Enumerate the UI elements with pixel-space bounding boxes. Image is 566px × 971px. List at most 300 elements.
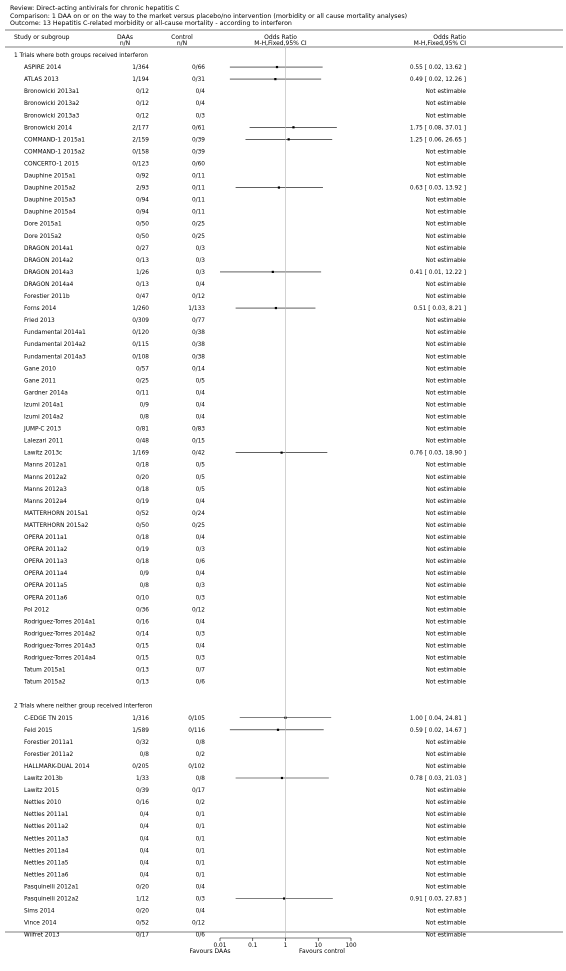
study-name: Nettles 2011a2 [24, 824, 69, 831]
control-events: 0/5 [195, 486, 205, 493]
control-events: 0/15 [191, 438, 205, 445]
control-events: 0/1 [195, 872, 205, 879]
control-events: 0/3 [195, 257, 205, 264]
not-estimable-label: Not estimable [425, 510, 466, 517]
daa-events: 1/12 [135, 896, 149, 903]
daa-events: 0/4 [139, 812, 149, 819]
study-name: Izumi 2014a2 [24, 414, 64, 421]
control-events: 0/4 [195, 643, 205, 650]
not-estimable-label: Not estimable [425, 402, 466, 409]
study-name: MATTERHORN 2015a1 [24, 510, 89, 517]
control-events: 0/31 [191, 77, 205, 84]
control-events: 0/6 [195, 559, 205, 566]
daa-events: 2/177 [132, 125, 149, 132]
control-events: 0/60 [191, 161, 205, 168]
daa-events: 0/18 [135, 462, 149, 469]
control-events: 0/3 [195, 631, 205, 638]
daa-events: 2/93 [135, 185, 149, 192]
not-estimable-label: Not estimable [425, 378, 466, 385]
point-estimate [278, 186, 280, 188]
or-text-method-header: M-H,Fixed,95% CI [413, 40, 466, 47]
study-name: MATTERHORN 2015a2 [24, 522, 89, 529]
not-estimable-label: Not estimable [425, 559, 466, 566]
daa-events: 0/13 [135, 667, 149, 674]
subgroup-heading: 1 Trials where both groups received interferon [14, 53, 148, 59]
daa-events: 0/11 [135, 390, 149, 397]
not-estimable-label: Not estimable [425, 354, 466, 361]
daa-events: 0/27 [135, 245, 149, 252]
control-events: 0/5 [195, 462, 205, 469]
control-events: 0/25 [191, 522, 205, 529]
daa-events: 0/12 [135, 89, 149, 96]
control-unit-header: n/N [176, 40, 188, 47]
control-events: 0/4 [195, 390, 205, 397]
not-estimable-label: Not estimable [425, 318, 466, 325]
study-name: DRAGON 2014a1 [24, 245, 74, 252]
study-name: Manns 2012a4 [24, 498, 67, 505]
study-name: Manns 2012a1 [24, 462, 67, 469]
study-name: OPERA 2011a5 [24, 583, 68, 590]
study-name: OPERA 2011a4 [24, 571, 68, 578]
odds-ratio-ci: 0.55 [ 0.02, 13.62 ] [409, 65, 466, 72]
study-name: Fundamental 2014a1 [24, 330, 86, 337]
daa-events: 0/12 [135, 113, 149, 120]
odds-ratio-ci: 0.41 [ 0.01, 12.22 ] [409, 269, 466, 276]
study-name: Rodriguez-Torres 2014a4 [24, 655, 96, 662]
daa-events: 0/13 [135, 257, 149, 264]
daa-events: 0/50 [135, 233, 149, 240]
not-estimable-label: Not estimable [425, 884, 466, 891]
study-name: Dore 2015a1 [24, 221, 62, 228]
daa-events: 0/158 [132, 149, 149, 156]
point-estimate [288, 138, 290, 140]
daa-events: 0/20 [135, 474, 149, 481]
study-name: Dauphine 2015a3 [24, 197, 76, 204]
not-estimable-label: Not estimable [425, 655, 466, 662]
control-events: 0/17 [191, 788, 205, 795]
odds-ratio-ci: 0.49 [ 0.02, 12.26 ] [409, 77, 466, 84]
daa-events: 0/39 [135, 788, 149, 795]
control-events: 0/11 [191, 209, 205, 216]
daa-events: 0/48 [135, 438, 149, 445]
control-events: 0/1 [195, 860, 205, 867]
control-events: 0/83 [191, 426, 205, 433]
daa-events: 0/81 [135, 426, 149, 433]
not-estimable-label: Not estimable [425, 679, 466, 686]
study-name: C-EDGE TN 2015 [24, 715, 73, 722]
not-estimable-label: Not estimable [425, 486, 466, 493]
control-events: 0/38 [191, 354, 205, 361]
control-events: 0/6 [195, 679, 205, 686]
study-name: Forns 2014 [24, 306, 57, 313]
not-estimable-label: Not estimable [425, 860, 466, 867]
control-events: 0/11 [191, 185, 205, 192]
study-name: Vince 2014 [24, 920, 57, 927]
daa-events: 0/16 [135, 800, 149, 807]
not-estimable-label: Not estimable [425, 281, 466, 288]
point-estimate [272, 271, 274, 273]
control-events: 0/8 [195, 739, 205, 746]
control-events: 0/42 [191, 450, 205, 457]
point-estimate [292, 126, 294, 128]
study-name: OPERA 2011a1 [24, 535, 68, 541]
control-events: 0/3 [195, 583, 205, 590]
not-estimable-label: Not estimable [425, 245, 466, 252]
study-name: Feld 2015 [24, 727, 53, 734]
control-events: 0/1 [195, 848, 205, 855]
point-estimate [280, 452, 282, 454]
x-tick-label: 1 [283, 943, 288, 949]
control-events: 0/39 [191, 137, 205, 144]
not-estimable-label: Not estimable [425, 342, 466, 349]
daa-events: 0/18 [135, 535, 149, 541]
not-estimable-label: Not estimable [425, 788, 466, 795]
control-events: 0/3 [195, 547, 205, 554]
x-tick-label: 0.01 [213, 943, 227, 949]
daa-events: 0/94 [135, 197, 149, 204]
daa-events: 0/14 [135, 631, 149, 638]
study-name: Nettles 2011a6 [24, 872, 69, 879]
study-name: Rodriguez-Torres 2014a3 [24, 643, 96, 650]
control-events: 0/12 [191, 920, 205, 927]
control-events: 0/5 [195, 474, 205, 481]
not-estimable-label: Not estimable [425, 920, 466, 927]
not-estimable-label: Not estimable [425, 101, 466, 108]
control-events: 0/4 [195, 498, 205, 505]
study-name: Dauphine 2015a2 [24, 185, 76, 192]
daa-events: 1/260 [132, 306, 149, 313]
control-events: 0/4 [195, 571, 205, 578]
not-estimable-label: Not estimable [425, 571, 466, 578]
control-events: 0/3 [195, 655, 205, 662]
study-name: COMMAND-1 2015a1 [24, 137, 85, 144]
study-name: Rodriguez-Torres 2014a2 [24, 631, 96, 638]
point-estimate [274, 78, 276, 80]
control-events: 0/1 [195, 824, 205, 831]
study-name: Lawitz 2013c [24, 450, 63, 457]
not-estimable-label: Not estimable [425, 294, 466, 300]
daa-events: 0/52 [135, 920, 149, 927]
daa-events: 0/18 [135, 559, 149, 566]
control-events: 1/133 [188, 306, 205, 313]
daa-events: 1/589 [132, 727, 149, 734]
daa-events: 0/52 [135, 510, 149, 517]
control-events: 0/5 [195, 378, 205, 385]
control-events: 0/4 [195, 535, 205, 541]
subgroup-heading: 2 Trials where neither group received interferon [14, 703, 153, 710]
not-estimable-label: Not estimable [425, 474, 466, 481]
not-estimable-label: Not estimable [425, 848, 466, 855]
point-estimate [283, 897, 285, 899]
point-estimate [276, 66, 278, 68]
control-events: 0/4 [195, 414, 205, 421]
odds-ratio-ci: 0.63 [ 0.03, 13.92 ] [409, 185, 466, 192]
study-name: Fundamental 2014a2 [24, 342, 86, 349]
daa-events: 0/32 [135, 739, 149, 746]
daa-events: 0/10 [135, 595, 149, 602]
control-column-header: Control [171, 34, 193, 41]
study-name: Izumi 2014a1 [24, 402, 64, 409]
study-name: Bronowicki 2013a3 [24, 113, 80, 120]
review-title: Review: Direct-acting antivirals for chronic hepatitis C [10, 5, 180, 12]
control-events: 0/25 [191, 221, 205, 228]
not-estimable-label: Not estimable [425, 535, 466, 541]
daa-events: 1/33 [135, 776, 149, 782]
control-events: 0/3 [195, 269, 205, 276]
not-estimable-label: Not estimable [425, 330, 466, 337]
not-estimable-label: Not estimable [425, 113, 466, 120]
not-estimable-label: Not estimable [425, 751, 466, 758]
not-estimable-label: Not estimable [425, 607, 466, 614]
control-events: 0/12 [191, 294, 205, 300]
control-events: 0/8 [195, 776, 205, 782]
or-plot-method-header: M-H,Fixed,95% CI [254, 40, 307, 47]
daa-events: 1/169 [132, 450, 149, 457]
not-estimable-label: Not estimable [425, 426, 466, 433]
study-name: OPERA 2011a2 [24, 547, 68, 554]
odds-ratio-ci: 0.78 [ 0.03, 21.03 ] [409, 776, 466, 782]
not-estimable-label: Not estimable [425, 390, 466, 397]
not-estimable-label: Not estimable [425, 221, 466, 228]
daa-events: 0/205 [132, 763, 149, 770]
study-name: ASPIRE 2014 [24, 65, 62, 72]
control-events: 0/4 [195, 402, 205, 409]
study-name: ATLAS 2013 [24, 77, 59, 84]
study-name: Lawitz 2015 [24, 788, 60, 795]
daa-events: 0/12 [135, 101, 149, 108]
daa-column-header: DAAs [116, 34, 134, 41]
daa-events: 0/4 [139, 824, 149, 831]
daa-events: 0/4 [139, 872, 149, 879]
x-tick-label: 10 [314, 943, 322, 949]
not-estimable-label: Not estimable [425, 631, 466, 638]
study-name: Dauphine 2015a4 [24, 209, 76, 216]
study-name: Bronowicki 2013a2 [24, 101, 80, 108]
daa-events: 0/25 [135, 378, 149, 385]
not-estimable-label: Not estimable [425, 872, 466, 879]
control-events: 0/105 [188, 715, 205, 722]
study-name: Gane 2010 [24, 366, 56, 373]
study-name: Pasquinelli 2012a2 [24, 896, 79, 903]
control-events: 0/3 [195, 896, 205, 903]
study-name: JUMP-C 2013 [24, 426, 62, 433]
control-events: 0/11 [191, 197, 205, 204]
daa-events: 0/123 [132, 161, 149, 168]
study-name: Forestier 2011a2 [24, 751, 74, 758]
not-estimable-label: Not estimable [425, 763, 466, 770]
study-name: Nettles 2010 [24, 800, 62, 807]
daa-events: 0/16 [135, 619, 149, 626]
daa-events: 0/13 [135, 281, 149, 288]
study-name: Manns 2012a3 [24, 486, 67, 493]
control-events: 0/116 [188, 727, 205, 734]
control-events: 0/2 [195, 800, 205, 807]
comparison-title: Comparison: 1 DAA on or on the way to the market versus placebo/no intervention (morbidity or all cause mortality analyses) [10, 12, 408, 20]
study-name: OPERA 2011a3 [24, 559, 68, 566]
study-name: Bronowicki 2013a1 [24, 89, 80, 96]
daa-events: 0/18 [135, 486, 149, 493]
control-events: 0/61 [191, 125, 205, 132]
daa-events: 1/26 [135, 269, 149, 276]
daa-events: 0/36 [135, 607, 149, 614]
outcome-title: Outcome: 13 Hepatitis C-related morbidity or all-cause mortality - according to interferon [10, 20, 292, 27]
daa-events: 0/92 [135, 173, 149, 180]
daa-events: 0/15 [135, 655, 149, 662]
control-events: 0/77 [191, 318, 205, 325]
favours-daas-label: Favours DAAs [189, 948, 231, 955]
not-estimable-label: Not estimable [425, 197, 466, 204]
study-name: DRAGON 2014a3 [24, 269, 74, 276]
odds-ratio-ci: 0.51 [ 0.03, 8.21 ] [413, 306, 466, 313]
not-estimable-label: Not estimable [425, 498, 466, 505]
study-name: Forestier 2011b [24, 294, 70, 300]
study-name: Manns 2012a2 [24, 474, 67, 481]
not-estimable-label: Not estimable [425, 547, 466, 554]
point-estimate [277, 729, 279, 731]
control-events: 0/38 [191, 330, 205, 337]
study-name: Wilfret 2013 [24, 932, 60, 939]
not-estimable-label: Not estimable [425, 800, 466, 807]
study-name: DRAGON 2014a4 [24, 281, 74, 288]
point-estimate [275, 307, 277, 309]
control-events: 0/4 [195, 281, 205, 288]
not-estimable-label: Not estimable [425, 366, 466, 373]
not-estimable-label: Not estimable [425, 173, 466, 180]
daa-unit-header: n/N [119, 40, 131, 47]
not-estimable-label: Not estimable [425, 643, 466, 650]
not-estimable-label: Not estimable [425, 667, 466, 674]
x-tick-label: 0.1 [248, 943, 258, 949]
daa-events: 0/9 [139, 402, 149, 409]
daa-events: 0/13 [135, 679, 149, 686]
study-name: Pol 2012 [24, 607, 50, 614]
favours-control-label: Favours control [299, 948, 345, 955]
control-events: 0/14 [191, 366, 205, 373]
point-estimate [281, 777, 283, 779]
not-estimable-label: Not estimable [425, 161, 466, 168]
study-name: DRAGON 2014a2 [24, 257, 74, 264]
not-estimable-label: Not estimable [425, 812, 466, 819]
not-estimable-label: Not estimable [425, 462, 466, 469]
control-events: 0/25 [191, 233, 205, 240]
daa-events: 0/4 [139, 860, 149, 867]
daa-events: 1/364 [132, 65, 149, 72]
study-name: Nettles 2011a3 [24, 836, 69, 843]
study-name: Fried 2013 [24, 318, 55, 325]
daa-events: 0/15 [135, 643, 149, 650]
control-events: 0/11 [191, 173, 205, 180]
daa-events: 0/20 [135, 884, 149, 891]
control-events: 0/4 [195, 89, 205, 96]
study-name: Rodriguez-Torres 2014a1 [24, 619, 96, 626]
daa-events: 0/17 [135, 932, 149, 939]
study-column-header: Study or subgroup [14, 34, 70, 41]
daa-events: 0/8 [139, 751, 149, 758]
study-name: Pasquinelli 2012a1 [24, 884, 79, 891]
study-name: Gane 2011 [24, 378, 56, 385]
daa-events: 0/57 [135, 366, 149, 373]
study-name: Fundamental 2014a3 [24, 354, 86, 361]
study-name: Nettles 2011a4 [24, 848, 69, 855]
study-name: HALLMARK-DUAL 2014 [24, 763, 90, 770]
odds-ratio-ci: 1.25 [ 0.06, 26.65 ] [409, 137, 466, 144]
daa-events: 0/20 [135, 908, 149, 915]
study-name: Forestier 2011a1 [24, 739, 74, 746]
control-events: 0/38 [191, 342, 205, 349]
control-events: 0/1 [195, 836, 205, 843]
or-text-header: Odds Ratio [433, 34, 466, 41]
control-events: 0/24 [191, 510, 205, 517]
control-events: 0/3 [195, 595, 205, 602]
study-name: Nettles 2011a5 [24, 860, 69, 867]
not-estimable-label: Not estimable [425, 522, 466, 529]
daa-events: 0/9 [139, 571, 149, 578]
not-estimable-label: Not estimable [425, 89, 466, 96]
daa-events: 0/4 [139, 836, 149, 843]
control-events: 0/4 [195, 908, 205, 915]
not-estimable-label: Not estimable [425, 583, 466, 590]
control-events: 0/4 [195, 619, 205, 626]
daa-events: 0/4 [139, 848, 149, 855]
not-estimable-label: Not estimable [425, 932, 466, 939]
study-name: Bronowicki 2014 [24, 125, 73, 132]
control-events: 0/6 [195, 932, 205, 939]
odds-ratio-ci: 0.76 [ 0.03, 18.90 ] [409, 450, 466, 457]
not-estimable-label: Not estimable [425, 257, 466, 264]
x-tick-label: 100 [345, 943, 357, 949]
study-name: Sims 2014 [24, 908, 55, 915]
study-name: Dore 2015a2 [24, 233, 62, 240]
study-name: Gardner 2014a [24, 390, 68, 397]
daa-events: 0/120 [132, 330, 149, 337]
not-estimable-label: Not estimable [425, 908, 466, 915]
study-name: Tatum 2015a2 [24, 679, 66, 686]
daa-events: 1/194 [132, 77, 149, 84]
daa-events: 0/50 [135, 522, 149, 529]
daa-events: 0/94 [135, 209, 149, 216]
study-name: CONCERTO-1 2015 [24, 161, 79, 168]
not-estimable-label: Not estimable [425, 836, 466, 843]
control-events: 0/3 [195, 245, 205, 252]
control-events: 0/7 [195, 667, 205, 674]
not-estimable-label: Not estimable [425, 438, 466, 445]
not-estimable-label: Not estimable [425, 739, 466, 746]
daa-events: 2/159 [132, 137, 149, 144]
control-events: 0/4 [195, 101, 205, 108]
not-estimable-label: Not estimable [425, 414, 466, 421]
control-events: 0/3 [195, 113, 205, 120]
study-name: Lalezari 2011 [24, 438, 64, 445]
study-name: COMMAND-1 2015a2 [24, 149, 85, 156]
or-plot-header: Odds Ratio [264, 34, 297, 41]
daa-events: 0/47 [135, 294, 149, 300]
not-estimable-label: Not estimable [425, 595, 466, 602]
not-estimable-label: Not estimable [425, 233, 466, 240]
daa-events: 0/8 [139, 414, 149, 421]
odds-ratio-ci: 0.59 [ 0.02, 14.67 ] [409, 727, 466, 734]
daa-events: 0/19 [135, 547, 149, 554]
daa-events: 0/8 [139, 583, 149, 590]
control-events: 0/2 [195, 751, 205, 758]
control-events: 0/1 [195, 812, 205, 819]
study-name: Lawitz 2013b [24, 776, 63, 782]
daa-events: 0/19 [135, 498, 149, 505]
not-estimable-label: Not estimable [425, 619, 466, 626]
daa-events: 0/115 [132, 342, 149, 349]
control-events: 0/39 [191, 149, 205, 156]
daa-events: 0/50 [135, 221, 149, 228]
daa-events: 0/108 [132, 354, 149, 361]
